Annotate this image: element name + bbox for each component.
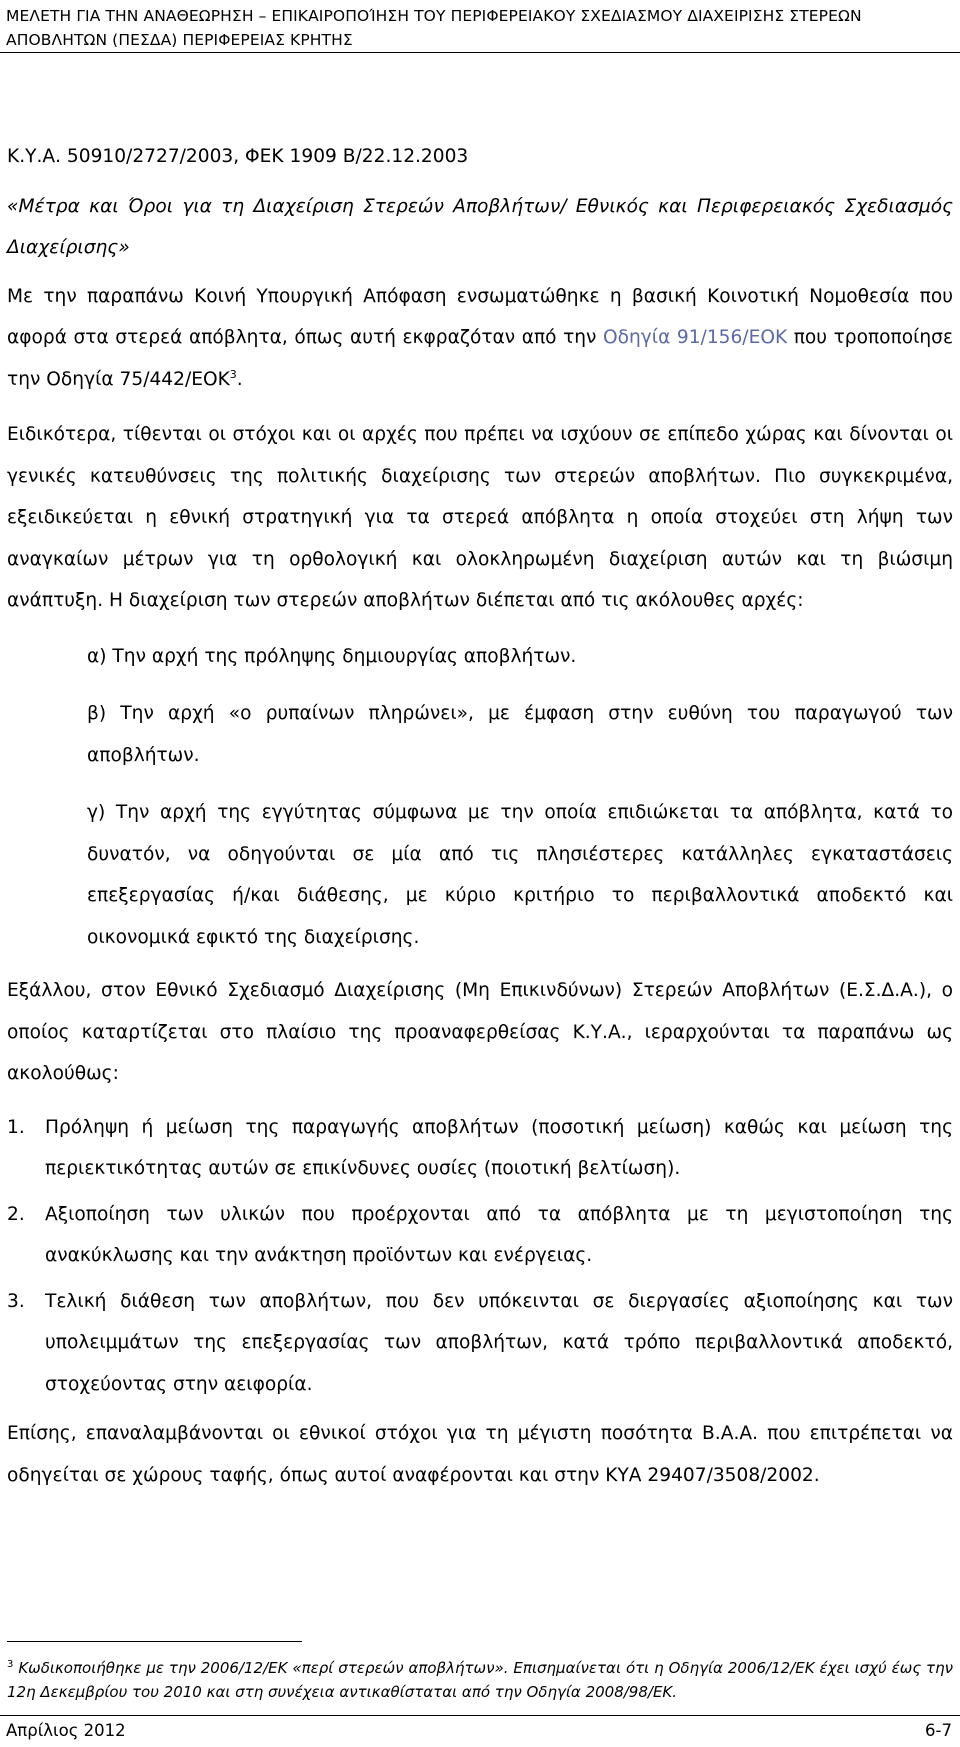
footnote-marker: 3 xyxy=(7,1659,14,1670)
paragraph-1-text-b: που τροποποίησε την Οδηγία 75/442/ΕΟΚ xyxy=(7,327,954,390)
hierarchy-item xyxy=(7,1194,953,1277)
paragraph-3: Εξάλλου, στον Εθνικό Σχεδιασμό Διαχείρισης (Μη Επικινδύνων) Στερεών Αποβλήτων (Ε.Σ.Δ.Α.), ο οποίος καταρτίζεται στο πλαίσιο της προαναφερθείσας Κ.Υ.Α., ιεραρχούνται τα παραπάνω ως ακολούθως: xyxy=(7,980,953,1084)
law-reference: Κ.Υ.Α. 50910/2727/2003, ΦΕΚ 1909 Β/22.12.2003 xyxy=(7,146,469,167)
hierarchy-item-text: Αξιοποίηση των υλικών που προέρχονται από τα απόβλητα με τη μεγιστοποίηση της ανακύκλωσης και την ανάκτηση προϊόντων και ενέργειας. xyxy=(45,1203,953,1266)
footnote xyxy=(7,1656,953,1704)
hierarchy-item-number: 2. xyxy=(7,1203,25,1225)
footnote-divider xyxy=(7,1641,302,1642)
law-title: «Μέτρα και Όροι για τη Διαχείριση Στερεών Αποβλήτων/ Εθνικός και Περιφερειακός Σχεδιασμός Διαχείρισης» xyxy=(7,195,953,258)
footnote-reference[interactable]: 3 xyxy=(229,367,237,381)
main-content xyxy=(7,136,953,1496)
footer-divider xyxy=(0,1715,960,1716)
footnote-text: Κωδικοποιήθηκε με την 2006/12/ΕΚ «περί στερεών αποβλήτων». Επισημαίνεται ότι η Οδηγία 2006/12/ΕΚ έχει ισχύ έως την 12η Δεκεμβρίου του 2010 και στη συνέχεια αντικαθίσταται από την Οδηγία 2008/98/ΕΚ. xyxy=(7,1659,953,1701)
principles-list xyxy=(7,636,953,959)
hierarchy-list xyxy=(7,1107,953,1406)
footer-date: Απρίλιος 2012 xyxy=(6,1721,126,1740)
header-divider xyxy=(0,52,960,53)
hierarchy-item-number: 3. xyxy=(7,1290,25,1312)
hierarchy-item-number: 1. xyxy=(7,1116,25,1138)
paragraph-2: Ειδικότερα, τίθενται οι στόχοι και οι αρχές που πρέπει να ισχύουν σε επίπεδο χώρας και δίνονται οι γενικές κατευθύνσεις της πολιτικής διαχείρισης των στερεών αποβλήτων. Πιο συγκεκριμένα, εξειδικεύεται η εθνική στρατηγική για τα στερεά απόβλητα η οποία στοχεύει στη λήψη των αναγκαίων μέτρων για τη ορθολογική και ολοκληρωμένη διαχείριση αυτών και τη βιώσιμη ανάπτυξη. Η διαχείριση των στερεών αποβλήτων διέπεται από τις ακόλουθες αρχές: xyxy=(7,424,953,611)
principle-item: β) Την αρχή «ο ρυπαίνων πληρώνει», με έμφαση στην ευθύνη του παραγωγού των αποβλήτων. xyxy=(87,703,953,766)
paragraph-1 xyxy=(7,276,953,401)
page-number: 6-7 xyxy=(925,1721,952,1740)
paragraph-1-text-a: Με την παραπάνω Κοινή Υπουργική Απόφαση ενσωματώθηκε η βασική Κοινοτική Νομοθεσία που αφορά στα στερεά απόβλητα, όπως αυτή εκφραζόταν από την xyxy=(7,285,953,348)
paragraph-1-text-end: . xyxy=(236,368,243,390)
principle-item: γ) Την αρχή της εγγύτητας σύμφωνα με την οποία επιδιώκεται τα απόβλητα, κατά το δυνατόν, να οδηγούνται σε μία από τις πλησιέστερες κατάλληλες εγκαταστάσεις επεξεργασίας ή/και διάθεσης, με κύριο κριτήριο το περιβαλλοντικά αποδεκτό και οικονομικά εφικτό της διαχείρισης. xyxy=(87,802,953,948)
hierarchy-item xyxy=(7,1107,953,1190)
hierarchy-item xyxy=(7,1281,953,1406)
paragraph-4: Επίσης, επαναλαμβάνονται οι εθνικοί στόχοι για τη μέγιστη ποσότητα Β.Α.Α. που επιτρέπεται να οδηγείται σε χώρους ταφής, όπως αυτοί αναφέρονται και στην ΚΥΑ 29407/3508/2002. xyxy=(7,1423,953,1486)
running-header xyxy=(6,4,956,52)
header-title: ΜΕΛΕΤΗ ΓΙΑ ΤΗΝ ΑΝΑΘΕΩΡΗΣΗ – ΕΠΙΚΑΙΡΟΠΟΊΗΣΗ ΤΟΥ ΠΕΡΙΦΕΡΕΙΑΚΟΥ ΣΧΕΔΙΑΣΜΟΥ ΔΙΑΧΕΙΡΙΣΗΣ ΣΤΕΡΕΩΝ ΑΠΟΒΛΗΤΩΝ (ΠΕΣΔΑ) ΠΕΡΙΦΕΡΕΙΑΣ ΚΡΗΤΗΣ xyxy=(6,7,862,49)
hierarchy-item-text: Τελική διάθεση των αποβλήτων, που δεν υπόκεινται σε διεργασίες αξιοποίησης και των υπολειμμάτων της επεξεργασίας των αποβλήτων, κατά τρόπο περιβαλλοντικά αποδεκτό, στοχεύοντας στην αειφορία. xyxy=(45,1290,953,1395)
directive-link[interactable]: Οδηγία 91/156/ΕΟΚ xyxy=(603,327,788,348)
principle-item: α) Την αρχή της πρόληψης δημιουργίας αποβλήτων. xyxy=(87,645,577,667)
hierarchy-item-text: Πρόληψη ή μείωση της παραγωγής αποβλήτων (ποσοτική μείωση) καθώς και μείωση της περιεκτικότητας αυτών σε επικίνδυνες ουσίες (ποιοτική βελτίωση). xyxy=(45,1116,953,1179)
